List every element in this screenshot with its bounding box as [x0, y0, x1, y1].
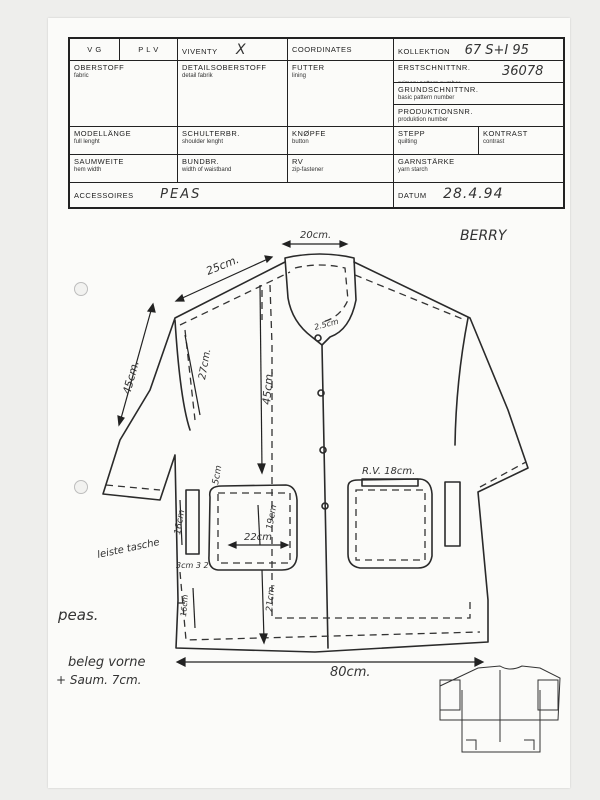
detailoberstoff-label: DETAILSOBERSTOFF	[182, 63, 267, 72]
shoulder-label: 25cm.	[204, 252, 241, 278]
button	[315, 335, 321, 341]
accessoires-value: PEAS	[160, 187, 202, 202]
oberstoff-label: OBERSTOFF	[74, 63, 125, 72]
vg-label: V G	[87, 45, 102, 54]
right-zip-pocket	[348, 479, 432, 568]
schulterbr-label: SCHULTERBR.	[182, 129, 240, 138]
knoepfe-sub: button	[292, 139, 309, 145]
facing-note-line1: beleg vorne	[68, 655, 146, 670]
coordinates-label: COORDINATES	[292, 45, 352, 54]
modellaenge-sub: full lenght	[74, 139, 100, 145]
zip-pocket-label: R.V. 18cm.	[362, 466, 416, 477]
saumweite-label: SAUMWEITE	[74, 157, 124, 166]
futter-label: FUTTER	[292, 63, 325, 72]
garnstaerke-label: GARNSTÄRKE	[398, 157, 455, 166]
plv-label: P L V	[138, 45, 159, 54]
thumbnail-sketch	[440, 666, 560, 752]
knoepfe-label: KNØPFE	[292, 129, 326, 138]
pocket-width-label: 22cm	[244, 532, 272, 543]
left-armhole	[175, 320, 190, 430]
detailoberstoff-sub: detail fabrik	[182, 73, 213, 79]
button	[320, 447, 326, 453]
grundschnitt-sub: basic pattern number	[398, 95, 455, 101]
grundschnitt-label: GRUNDSCHNITTNR.	[398, 85, 479, 94]
front-length-label: 45cm.	[260, 369, 276, 406]
facing-note-line2: + Saum. 7cm.	[56, 673, 142, 687]
welt-pocket-label: leiste tasche	[96, 536, 161, 561]
armhole-label: 27cm.	[197, 347, 214, 381]
brand-label: VIVENTY	[182, 47, 218, 56]
brand-check-mark: X	[236, 42, 246, 58]
garnstaerke-sub: yarn starch	[398, 167, 428, 173]
produktion-sub: produktion number	[398, 117, 449, 123]
futter-sub: lining	[292, 73, 307, 79]
welt-height-label: 16cm	[173, 508, 188, 536]
rv-sub: zip-fastener	[292, 167, 324, 173]
jacket-outline	[103, 262, 528, 652]
kontrast-label: KONTRAST	[483, 129, 528, 138]
kollektion-value: 67 S+I 95	[464, 43, 529, 58]
welt-offsets-label: 3cm 3 2	[176, 561, 209, 570]
datum-value: 28.4.94	[443, 186, 504, 202]
erstschnitt-value: 36078	[502, 64, 544, 79]
hem-slit-label: 16cm	[179, 594, 190, 618]
hem-width-label: 80cm.	[330, 665, 371, 680]
stepp-label: STEPP	[398, 129, 426, 138]
bundbr-sub: width of waistband	[182, 167, 232, 173]
saumweite-sub: hem width	[74, 167, 102, 173]
stepp-sub: quilting	[398, 139, 418, 145]
peas-note: peas.	[58, 606, 99, 624]
datum-label: DATUM	[398, 191, 427, 200]
left-welt-pocket	[186, 490, 199, 554]
kontrast-sub: contrast	[483, 139, 505, 145]
right-armhole	[455, 318, 468, 445]
collar-width-label: 20cm.	[300, 230, 332, 241]
pocket-top-label: 5cm	[211, 464, 225, 486]
berry-label: BERRY	[460, 228, 507, 244]
side-length-label: 45cm.	[120, 359, 142, 396]
oberstoff-sub: fabric	[74, 73, 89, 79]
collar-drop-label: 2.5cm	[313, 316, 340, 332]
left-patch-pocket	[209, 485, 297, 570]
bundbr-label: BUNDBR.	[182, 157, 220, 166]
right-welt-pocket	[445, 482, 460, 546]
pocket-height-label: 19cm	[265, 503, 280, 531]
produktion-label: PRODUKTIONSNR.	[398, 107, 473, 116]
schulterbr-sub: shoulder lenght	[182, 139, 224, 145]
erstschnitt-label: ERSTSCHNITTNR.	[398, 63, 471, 72]
accessoires-label: ACCESSOIRES	[74, 191, 134, 200]
lower-length-label: 21cm.	[265, 583, 278, 613]
rv-label: RV	[292, 157, 304, 166]
modellaenge-label: MODELLÄNGE	[74, 129, 132, 138]
kollektion-label: KOLLEKTION	[398, 47, 451, 56]
